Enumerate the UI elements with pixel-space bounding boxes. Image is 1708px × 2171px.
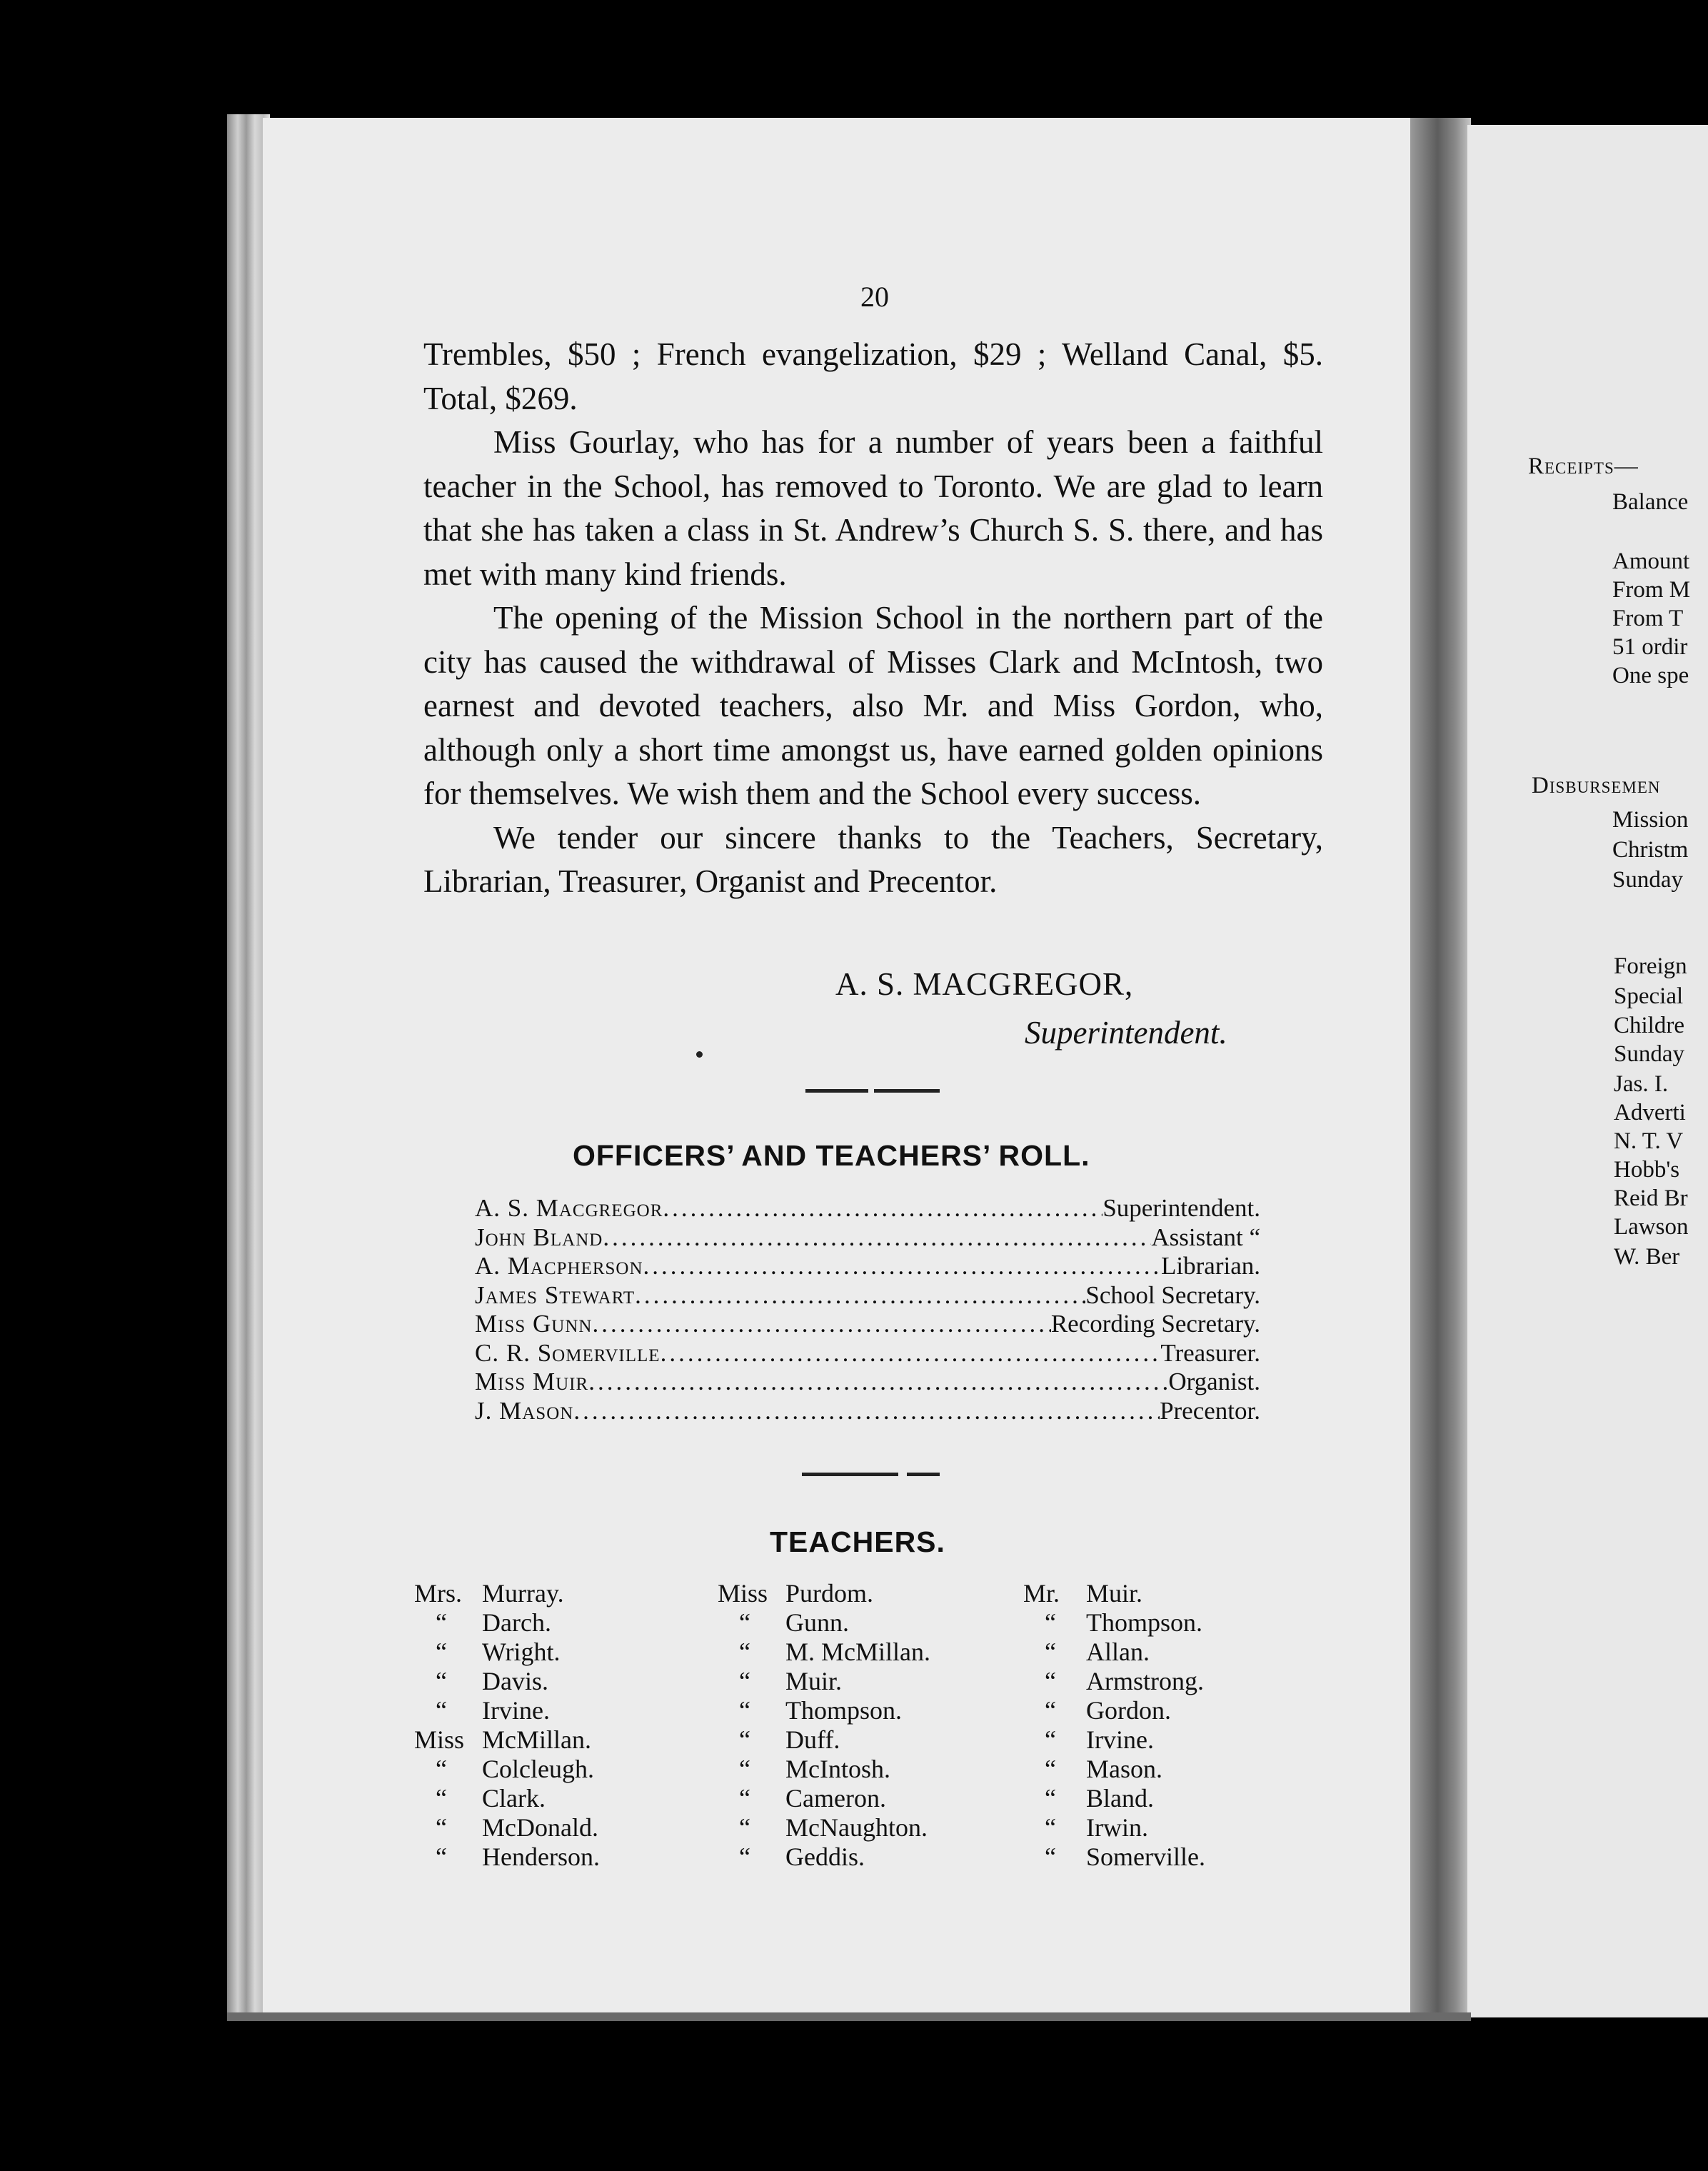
dot-leader bbox=[588, 1368, 1168, 1396]
teacher-prefix: “ bbox=[739, 1784, 750, 1812]
facing-line: 51 ordir bbox=[1612, 634, 1688, 660]
roll-row bbox=[475, 1252, 1260, 1281]
receipts-heading: Receipts— bbox=[1528, 453, 1639, 479]
teacher-prefix: “ bbox=[739, 1725, 750, 1754]
teacher-prefix: Mr. bbox=[1023, 1579, 1060, 1608]
teacher-name: Darch. bbox=[482, 1608, 551, 1637]
teacher-prefix: “ bbox=[436, 1755, 447, 1783]
teacher-name: Mason. bbox=[1086, 1755, 1162, 1783]
teacher-name: Gunn. bbox=[785, 1608, 849, 1637]
divider-rule bbox=[907, 1473, 940, 1476]
teacher-prefix: “ bbox=[1045, 1696, 1056, 1725]
teacher-name: Muir. bbox=[1086, 1579, 1143, 1608]
facing-line: Sunday bbox=[1612, 867, 1683, 893]
teacher-prefix: “ bbox=[739, 1608, 750, 1637]
teacher-name: Thompson. bbox=[785, 1696, 903, 1725]
teacher-prefix: “ bbox=[436, 1608, 447, 1637]
paragraph: We tender our sincere thanks to the Teachers, Secretary, Librarian, Treasurer, Organist and Precentor. bbox=[423, 819, 1323, 899]
teacher-name: Cameron. bbox=[785, 1784, 886, 1812]
officers-roll-heading: OFFICERS’ AND TEACHERS’ ROLL. bbox=[573, 1139, 1090, 1172]
teacher-name: Irwin. bbox=[1086, 1813, 1148, 1842]
ink-speck bbox=[696, 1051, 703, 1058]
teacher-name: Purdom. bbox=[785, 1579, 874, 1608]
teacher-name: Clark. bbox=[482, 1784, 546, 1812]
officer-name: John Bland bbox=[475, 1223, 603, 1251]
teacher-name: Muir. bbox=[785, 1667, 843, 1695]
officer-name: Miss Muir bbox=[475, 1368, 589, 1395]
paragraph-continued: Trembles, $50 ; French evangelization, $29 ; Welland Canal, $5. Total, $269. bbox=[423, 336, 1323, 416]
dot-leader bbox=[635, 1281, 1085, 1310]
roll-row bbox=[475, 1339, 1260, 1368]
roll-row bbox=[475, 1194, 1260, 1223]
teacher-name: McNaughton. bbox=[785, 1813, 928, 1842]
page-number: 20 bbox=[860, 281, 889, 313]
officer-name: James Stewart bbox=[475, 1280, 636, 1309]
teacher-prefix: “ bbox=[436, 1667, 447, 1695]
officers-roll bbox=[475, 1194, 1260, 1425]
dot-leader bbox=[592, 1310, 1050, 1338]
officer-role: Assistant “ bbox=[1151, 1223, 1260, 1251]
facing-line: Reid Br bbox=[1614, 1185, 1688, 1211]
officer-role: Organist. bbox=[1168, 1368, 1260, 1395]
teacher-name: Armstrong. bbox=[1086, 1667, 1204, 1695]
dot-leader bbox=[660, 1339, 1161, 1368]
facing-line: Special bbox=[1614, 983, 1684, 1009]
teacher-prefix: “ bbox=[1045, 1755, 1056, 1783]
teacher-name: Wright. bbox=[482, 1638, 561, 1666]
facing-line: Mission bbox=[1612, 807, 1689, 833]
dot-leader bbox=[603, 1223, 1151, 1252]
officer-role: Precentor. bbox=[1160, 1396, 1260, 1425]
paragraph: The opening of the Mission School in the northern part of the city has caused the withdrawal of Misses Clark and McIntosh, two earnest and devoted teachers, also Mr. and Miss Gordon, who, although only a short time amongst us, have earned golden opinions for themselves. We wish them and the School every success. bbox=[423, 600, 1323, 811]
teacher-prefix: Mrs. bbox=[414, 1579, 463, 1608]
divider-rule bbox=[874, 1089, 940, 1093]
officer-name: A. S. Macgregor bbox=[475, 1194, 663, 1222]
teacher-prefix: “ bbox=[739, 1813, 750, 1842]
officer-role: Superintendent. bbox=[1102, 1194, 1260, 1222]
facing-line: Foreign bbox=[1614, 953, 1687, 979]
facing-line: From M bbox=[1612, 577, 1691, 603]
facing-line: Amount bbox=[1612, 548, 1690, 574]
teacher-prefix: “ bbox=[739, 1755, 750, 1783]
teacher-name: Davis. bbox=[482, 1667, 548, 1695]
teacher-prefix: “ bbox=[1045, 1725, 1056, 1754]
teacher-prefix: Miss bbox=[414, 1725, 465, 1754]
teacher-name: Duff. bbox=[785, 1725, 840, 1754]
book-gutter bbox=[1410, 118, 1471, 2017]
teacher-name: Bland. bbox=[1086, 1784, 1154, 1812]
roll-row bbox=[475, 1397, 1260, 1426]
teacher-prefix: “ bbox=[436, 1842, 447, 1871]
dot-leader bbox=[663, 1194, 1102, 1223]
facing-line: Jas. I. bbox=[1614, 1071, 1669, 1097]
roll-row bbox=[475, 1223, 1260, 1253]
teacher-name: McDonald. bbox=[482, 1813, 598, 1842]
teacher-prefix: “ bbox=[436, 1813, 447, 1842]
roll-row bbox=[475, 1281, 1260, 1310]
divider-rule bbox=[805, 1089, 868, 1093]
teacher-name: Geddis. bbox=[785, 1842, 865, 1871]
officer-role: Treasurer. bbox=[1160, 1338, 1260, 1367]
teacher-name: Allan. bbox=[1086, 1638, 1150, 1666]
book-page-right bbox=[1467, 125, 1708, 2017]
report-body bbox=[423, 333, 1323, 904]
teacher-name: Somerville. bbox=[1086, 1842, 1205, 1871]
roll-row bbox=[475, 1310, 1260, 1339]
teacher-name: Gordon. bbox=[1086, 1696, 1171, 1725]
teacher-name: Irvine. bbox=[1086, 1725, 1154, 1754]
officer-role: Recording Secretary. bbox=[1050, 1310, 1260, 1338]
officer-role: School Secretary. bbox=[1085, 1280, 1260, 1309]
officer-name: Miss Gunn bbox=[475, 1310, 593, 1338]
teacher-prefix: “ bbox=[1045, 1784, 1056, 1812]
teacher-prefix: “ bbox=[1045, 1667, 1056, 1695]
page-bottom-edge bbox=[227, 2012, 1471, 2021]
facing-line: Hobb's bbox=[1614, 1157, 1680, 1183]
officer-name: J. Mason bbox=[475, 1396, 574, 1425]
facing-line: From T bbox=[1612, 606, 1684, 631]
signature-title: Superintendent. bbox=[1025, 1015, 1227, 1051]
facing-line: N. T. V bbox=[1614, 1128, 1684, 1154]
teacher-prefix: “ bbox=[739, 1842, 750, 1871]
teacher-prefix: “ bbox=[1045, 1842, 1056, 1871]
teacher-name: Irvine. bbox=[482, 1696, 550, 1725]
facing-line: Lawson bbox=[1614, 1214, 1689, 1240]
roll-row bbox=[475, 1368, 1260, 1397]
facing-line: One spe bbox=[1612, 663, 1689, 688]
teacher-prefix: “ bbox=[1045, 1638, 1056, 1666]
paragraph: Miss Gourlay, who has for a number of years been a faithful teacher in the School, has removed to Toronto. We are glad to learn that she has taken a class in St. Andrew’s Church S. S. there, and has met with many kind friends. bbox=[423, 424, 1323, 592]
officer-name: A. Macpherson bbox=[475, 1252, 643, 1280]
teacher-prefix: “ bbox=[436, 1696, 447, 1725]
teacher-prefix: “ bbox=[739, 1638, 750, 1666]
divider-rule bbox=[802, 1473, 898, 1476]
teacher-prefix: “ bbox=[739, 1667, 750, 1695]
officer-role: Librarian. bbox=[1161, 1252, 1260, 1280]
dot-leader bbox=[573, 1397, 1160, 1425]
teacher-name: Colcleugh. bbox=[482, 1755, 594, 1783]
facing-line: Childre bbox=[1614, 1013, 1684, 1038]
signature-name: A. S. MACGREGOR, bbox=[835, 966, 1134, 1002]
facing-line: Christm bbox=[1612, 837, 1689, 863]
teacher-name: Murray. bbox=[482, 1579, 564, 1608]
teacher-prefix: “ bbox=[1045, 1608, 1056, 1637]
dot-leader bbox=[643, 1252, 1161, 1280]
teacher-prefix: Miss bbox=[718, 1579, 768, 1608]
officer-name: C. R. Somerville bbox=[475, 1338, 660, 1367]
teacher-prefix: “ bbox=[436, 1784, 447, 1812]
teacher-prefix: “ bbox=[436, 1638, 447, 1666]
teacher-name: Henderson. bbox=[482, 1842, 600, 1871]
teacher-prefix: “ bbox=[739, 1696, 750, 1725]
facing-line: Sunday bbox=[1614, 1041, 1684, 1067]
teacher-name: McIntosh. bbox=[785, 1755, 890, 1783]
facing-line: W. Ber bbox=[1614, 1244, 1680, 1270]
facing-line: Balance bbox=[1612, 489, 1689, 515]
teacher-name: M. McMillan. bbox=[785, 1638, 930, 1666]
disbursements-heading: Disbursemen bbox=[1532, 773, 1661, 798]
teachers-heading: TEACHERS. bbox=[770, 1525, 945, 1558]
teacher-prefix: “ bbox=[1045, 1813, 1056, 1842]
facing-line: Adverti bbox=[1614, 1100, 1686, 1125]
teacher-name: Thompson. bbox=[1086, 1608, 1203, 1637]
teacher-name: McMillan. bbox=[482, 1725, 591, 1754]
